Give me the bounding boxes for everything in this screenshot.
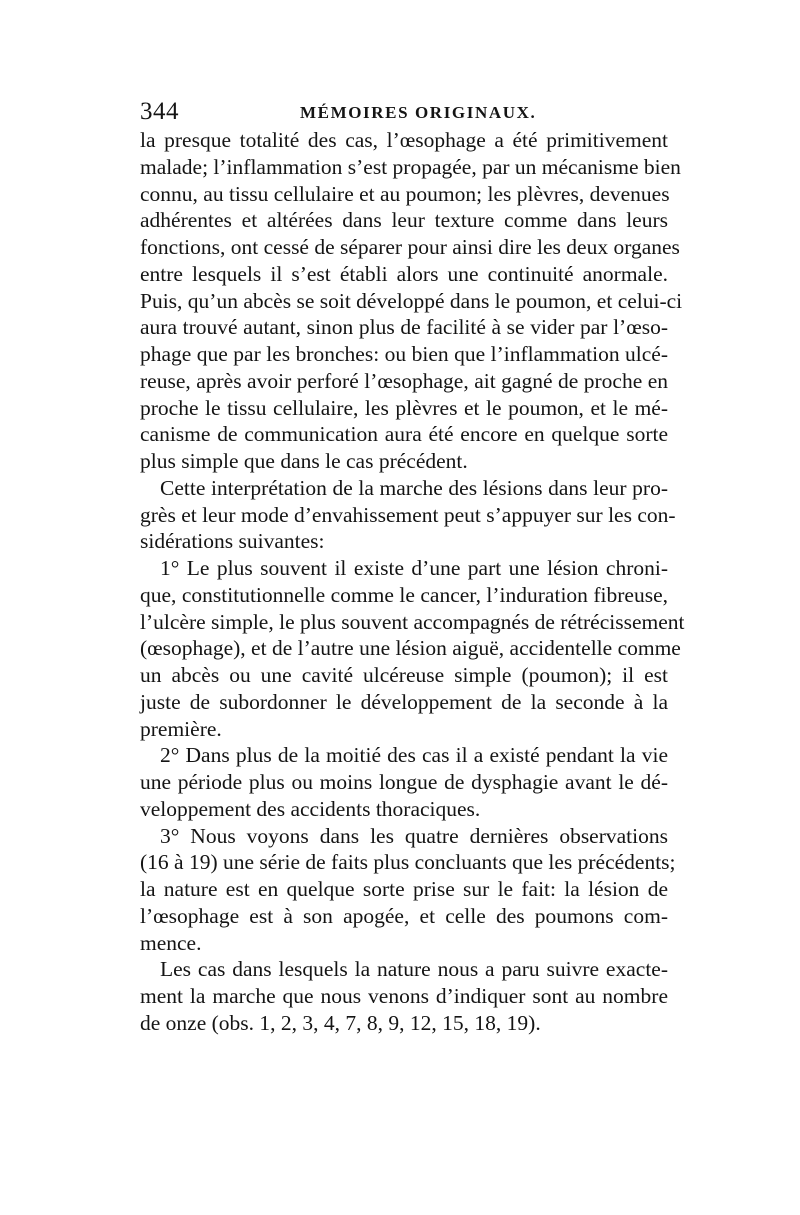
text-line: proche le tissu cellulaire, les plèvres et le poumon, et le mé- [140,395,668,420]
text-line: Puis, qu’un abcès se soit développé dans le poumon, et celui-ci [140,288,683,313]
text-line: (16 à 19) une série de faits plus concluants que les précédents; [140,850,676,875]
running-head: MÉMOIRES ORIGINAUX. [300,103,537,122]
text-line: que, constitutionnelle comme le cancer, l’induration fibreuse, [140,582,668,607]
text-line: sidérations suivantes: [140,529,325,554]
text-line: adhérentes et altérées dans leur texture comme dans leurs [140,208,668,233]
text-line: la presque totalité des cas, l’œsophage a été primitivement [140,128,668,152]
text-line: l’ulcère simple, le plus souvent accompagnés de rétrécissement [140,609,685,634]
text-line: aura trouvé autant, sinon plus de facilité à se vider par l’œso- [140,315,668,340]
text-line: la nature est en quelque sorte prise sur le fait: la lésion de [140,877,668,901]
text-line: Les cas dans lesquels la nature nous a paru suivre exacte- [160,957,668,982]
text-line: l’œsophage est à son apogée, et celle des poumons com- [140,903,668,928]
text-line: 2° Dans plus de la moitié des cas il a existé pendant la vie [160,743,668,768]
text-line: reuse, après avoir perforé l’œsophage, ait gagné de proche en [140,368,668,393]
text-line: malade; l’inflammation s’est propagée, par un mécanisme bien [140,154,681,179]
text-line: un abcès ou une cavité ulcéreuse simple (poumon); il est [140,663,668,687]
text-line: de onze (obs. 1, 2, 3, 4, 7, 8, 9, 12, 15, 18, 19). [140,1010,541,1035]
text-line: plus simple que dans le cas précédent. [140,449,468,473]
text-line: juste de subordonner le développement de la seconde à la [140,689,668,714]
body-text [140,127,685,1037]
text-line: une période plus ou moins longue de dysphagie avant le dé- [140,770,668,794]
text-line: entre lesquels il s’est établi alors une continuité anormale. [140,261,668,286]
page-number: 344 [140,98,179,125]
page-header [140,96,668,128]
text-line: connu, au tissu cellulaire et au poumon; les plèvres, devenues [140,181,670,206]
text-line: (œsophage), et de l’autre une lésion aiguë, accidentelle comme [140,636,681,661]
text-line: phage que par les bronches: ou bien que l’inflammation ulcé- [140,342,668,366]
text-line: 3° Nous voyons dans les quatre dernières observations [160,823,668,848]
text-line: Cette interprétation de la marche des lésions dans leur pro- [160,475,668,500]
text-line: fonctions, ont cessé de séparer pour ainsi dire les deux organes [140,235,680,259]
text-line: grès et leur mode d’envahissement peut s’appuyer sur les con- [140,502,676,527]
text-line: veloppement des accidents thoraciques. [140,796,481,821]
text-line: première. [140,716,222,741]
text-line: mence. [140,930,202,955]
text-line: canisme de communication aura été encore en quelque sorte [140,422,668,447]
text-line: 1° Le plus souvent il existe d’une part une lésion chroni- [160,556,668,580]
text-line: ment la marche que nous venons d’indiquer sont au nombre [140,984,668,1008]
